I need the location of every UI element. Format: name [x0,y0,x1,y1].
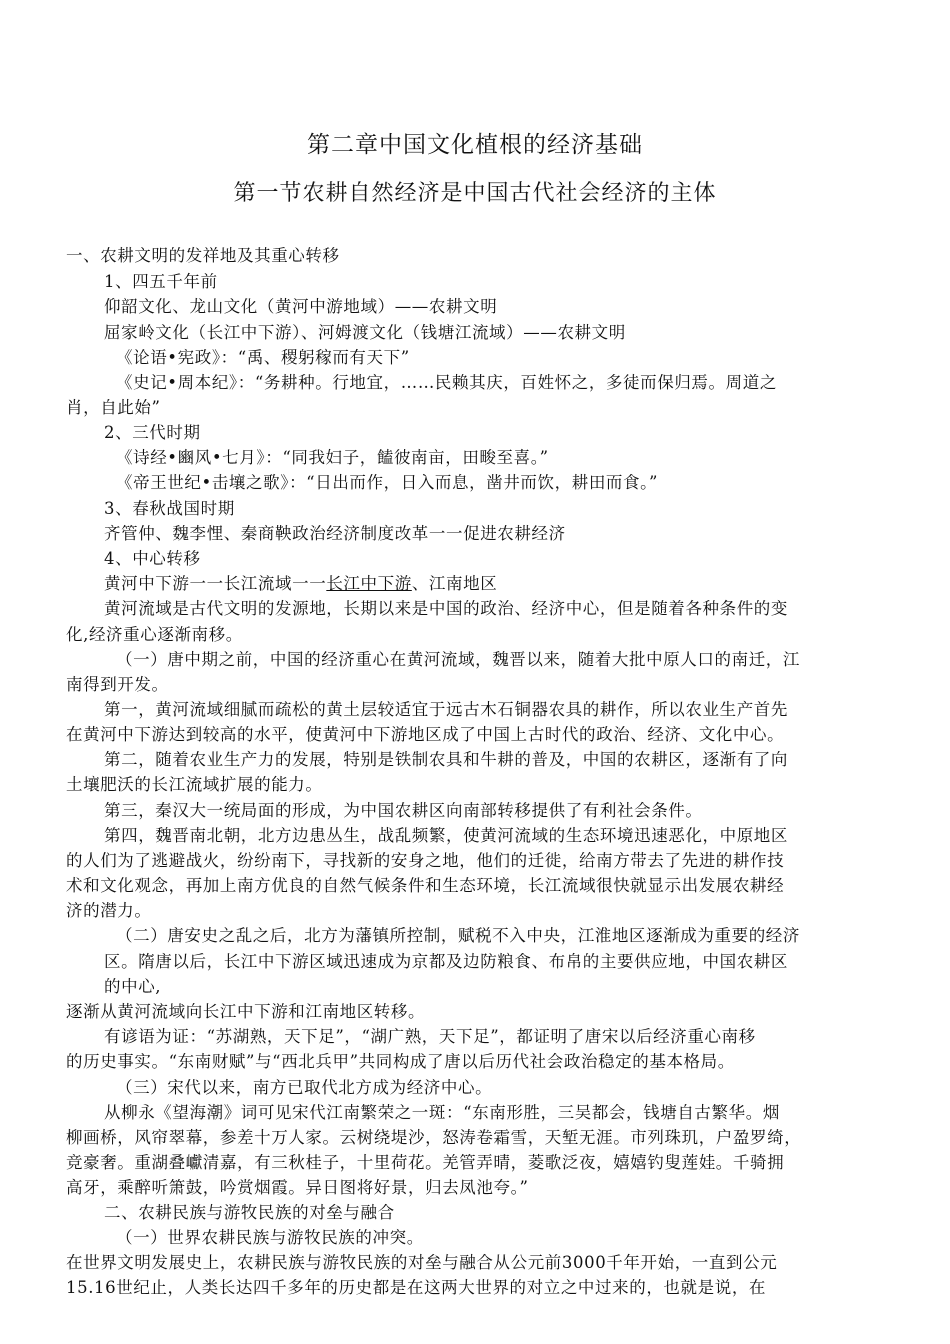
text-line: 齐管仲、魏李悝、秦商鞅政治经济制度改革一一促进农耕经济 [104,524,566,543]
quote-line: 《史记•周本纪》：“务耕种。行地宜，……民赖其庆，百姓怀之，多徒而保归焉。周道之 [116,373,777,392]
text-line: 屈家岭文化（长江中下游）、河姆渡文化（钱塘江流域）——农耕文明 [104,323,626,342]
heading-2: 二、农耕民族与游牧民族的对垒与融合 [104,1203,395,1222]
paragraph-line: 有谚语为证：“苏湖熟，天下足”，“湖广熟，天下足”，都证明了唐宋以后经济重心南移 [104,1027,756,1046]
text-span: 、江南地区 [411,574,498,593]
subheading: 2、三代时期 [104,423,201,442]
paragraph-line: 第二，随着农业生产力的发展，特别是铁制农具和牛耕的普及，中国的农耕区，逐渐有了向 [104,750,788,769]
paragraph-line: 高牙，乘醉听箫鼓，吟赏烟霞。异日图将好景，归去凤池夸。” [66,1178,529,1197]
paragraph-line: 从柳永《望海潮》词可见宋代江南繁荣之一斑：“东南形胜，三吴都会，钱塘自古繁华。烟 [104,1103,780,1122]
paragraph-line: 在黄河中下游达到较高的水平，使黄河中下游地区成了中国上古时代的政治、经济、文化中心。 [66,725,785,744]
underlined-term: 长江中下游 [326,574,412,593]
paragraph-line: （三）宋代以来，南方已取代北方成为经济中心。 [116,1078,493,1097]
quote-line: 《帝王世纪•击壤之歌》：“日出而作，日入而息，凿井而饮，耕田而食。” [116,473,659,492]
paragraph-line: （一）唐中期之前，中国的经济重心在黄河流域，魏晋以来，随着大批中原人口的南迁，江 [116,650,800,669]
paragraph-line: 南得到开发。 [66,675,169,694]
section-title: 第一节农耕自然经济是中国古代社会经济的主体 [233,181,717,206]
paragraph-line: 济的潜力。 [66,901,152,920]
heading-1: 一、农耕文明的发祥地及其重心转移 [66,246,340,265]
quote-line: 《诗经•豳风•七月》：“同我妇子，饁彼南亩，田畯至喜。” [116,448,549,467]
paragraph-line: 土壤肥沃的长江流域扩展的能力。 [66,775,323,794]
paragraph-line: 的中心, [104,977,162,996]
paragraph-line: （二）唐安史之乱之后，北方为藩镇所控制，赋税不入中央，江淮地区逐渐成为重要的经济 [116,926,800,945]
paragraph-line: 竞豪奢。重湖叠巘清嘉，有三秋桂子，十里荷花。羌管弄晴，菱歌泛夜，嬉嬉钓叟莲娃。千骑拥 [66,1153,785,1172]
paragraph-line: 第四，魏晋南北朝，北方边患丛生，战乱频繁，使黄河流域的生态环境迅速恶化，中原地区 [104,826,788,845]
paragraph-line: 第三，秦汉大一统局面的形成，为中国农耕区向南部转移提供了有利社会条件。 [104,801,703,820]
paragraph-line: 的人们为了逃避战火，纷纷南下，寻找新的安身之地，他们的迁徙，给南方带去了先进的耕作技 [66,851,785,870]
paragraph-line: 黄河流域是古代文明的发源地，长期以来是中国的政治、经济中心，但是随着各种条件的变 [104,599,788,618]
text-line [104,572,934,596]
text-line: 仰韶文化、龙山文化（黄河中游地域）——农耕文明 [104,297,498,316]
paragraph-line: 逐渐从黄河流域向长江中下游和江南地区转移。 [66,1002,426,1021]
paragraph-line: 的历史事实。“东南财赋”与“西北兵甲”共同构成了唐以后历代社会政治稳定的基本格局。 [66,1052,735,1071]
text-span: 黄河中下游一一长江流域一一 [104,574,327,593]
subheading: 1、四五千年前 [104,272,218,291]
paragraph-line: 在世界文明发展史上，农耕民族与游牧民族的对垒与融合从公元前3000千年开始，一直到公元 [66,1253,778,1272]
chapter-title: 第二章中国文化植根的经济基础 [307,132,643,158]
subheading: 3、春秋战国时期 [104,499,235,518]
quote-line: 肖，自此始” [66,398,161,417]
quote-line: 《论语•宪政》：“禹、稷躬稼而有天下” [116,348,410,367]
paragraph-line: 区。隋唐以后，长江中下游区域迅速成为京都及边防粮食、布帛的主要供应地，中国农耕区 [104,952,788,971]
paragraph-line: 柳画桥，风帘翠幕，参差十万人家。云树绕堤沙，怒涛卷霜雪，天堑无涯。市列珠玑，户盈罗绮， [66,1128,802,1147]
paragraph-line: 第一，黄河流域细腻而疏松的黄土层较适宜于远古木石铜器农具的耕作，所以农业生产首先 [104,700,788,719]
subheading: 4、中心转移 [104,549,201,568]
subheading: （一）世界农耕民族与游牧民族的冲突。 [116,1228,424,1247]
paragraph-line: 术和文化观念，再加上南方优良的自然气候条件和生态环境，长江流域很快就显示出发展农耕经 [66,876,785,895]
paragraph-line: 15.16世纪止，人类长达四千多年的历史都是在这两大世界的对立之中过来的，也就是说，在 [66,1278,767,1297]
paragraph-line: 化,经济重心逐渐南移。 [66,625,243,644]
